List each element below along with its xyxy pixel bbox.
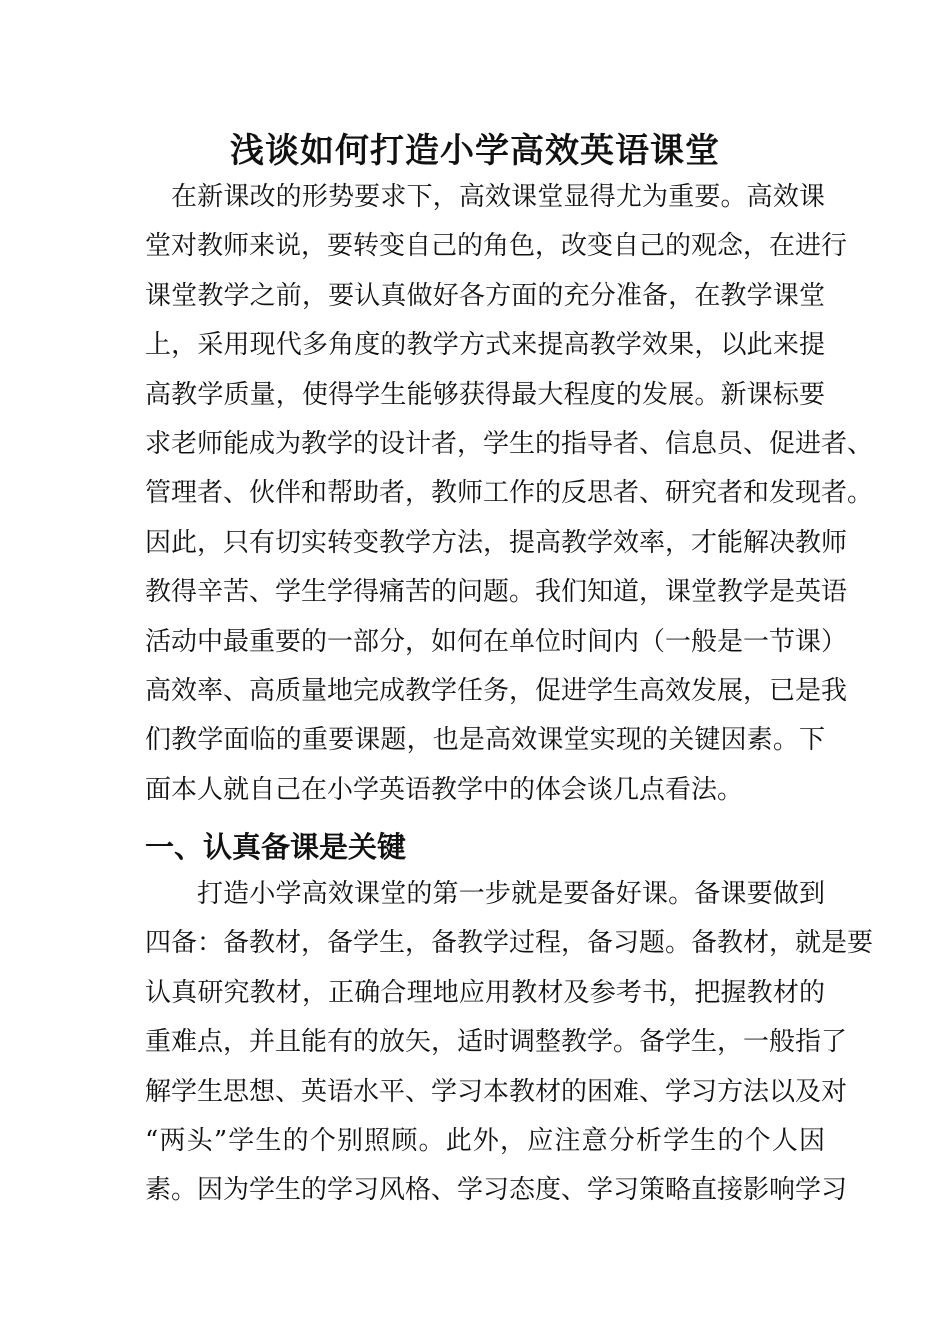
paragraph-line: 管理者、伙伴和帮助者，教师工作的反思者、研究者和发现者。	[145, 478, 874, 509]
paragraph-line: 课堂教学之前，要认真做好各方面的充分准备，在教学课堂	[145, 280, 825, 311]
paragraph-line: 认真研究教材，正确合理地应用教材及参考书，把握教材的	[145, 977, 825, 1008]
paragraph-line: 素。因为学生的学习风格、学习态度、学习策略直接影响学习	[145, 1175, 848, 1206]
paragraph-line: 解学生思想、英语水平、学习本教材的困难、学习方法以及对	[145, 1076, 848, 1107]
paragraph-line: 活动中最重要的一部分，如何在单位时间内（一般是一节课）	[145, 626, 848, 657]
intro-paragraph	[145, 173, 874, 815]
paragraph-line: 四备：备教材，备学生，备教学过程，备习题。备教材，就是要	[145, 928, 874, 959]
paragraph-line: 高效率、高质量地完成教学任务，促进学生高效发展，已是我	[145, 675, 848, 706]
document-title: 浅谈如何打造小学高效英语课堂	[230, 131, 720, 171]
paragraph-line: 高教学质量，使得学生能够获得最大程度的发展。新课标要	[145, 379, 825, 410]
section-heading: 一、认真备课是关键	[145, 830, 407, 864]
paragraph-line: 因此，只有切实转变教学方法，提高教学效率，才能解决教师	[145, 527, 848, 558]
paragraph-line: 上，采用现代多角度的教学方式来提高教学效果，以此来提	[145, 330, 825, 361]
paragraph-line: “两头”学生的个别照顾。此外，应注意分析学生的个人因	[145, 1125, 825, 1156]
paragraph-line: 重难点，并且能有的放矢，适时调整教学。备学生，一般指了	[145, 1027, 848, 1058]
section-paragraph	[145, 870, 874, 1216]
paragraph-line: 教得辛苦、学生学得痛苦的问题。我们知道，课堂教学是英语	[145, 577, 848, 608]
paragraph-line: 在新课改的形势要求下，高效课堂显得尤为重要。高效课	[171, 182, 825, 212]
paragraph-line: 打造小学高效课堂的第一步就是要备好课。备课要做到	[197, 879, 825, 909]
paragraph-line: 面本人就自己在小学英语教学中的体会谈几点看法。	[145, 774, 744, 805]
paragraph-line: 们教学面临的重要课题，也是高效课堂实现的关键因素。下	[145, 725, 825, 756]
paragraph-line: 求老师能成为教学的设计者，学生的指导者、信息员、促进者、	[145, 428, 874, 459]
paragraph-line: 堂对教师来说，要转变自己的角色，改变自己的观念，在进行	[145, 231, 848, 262]
